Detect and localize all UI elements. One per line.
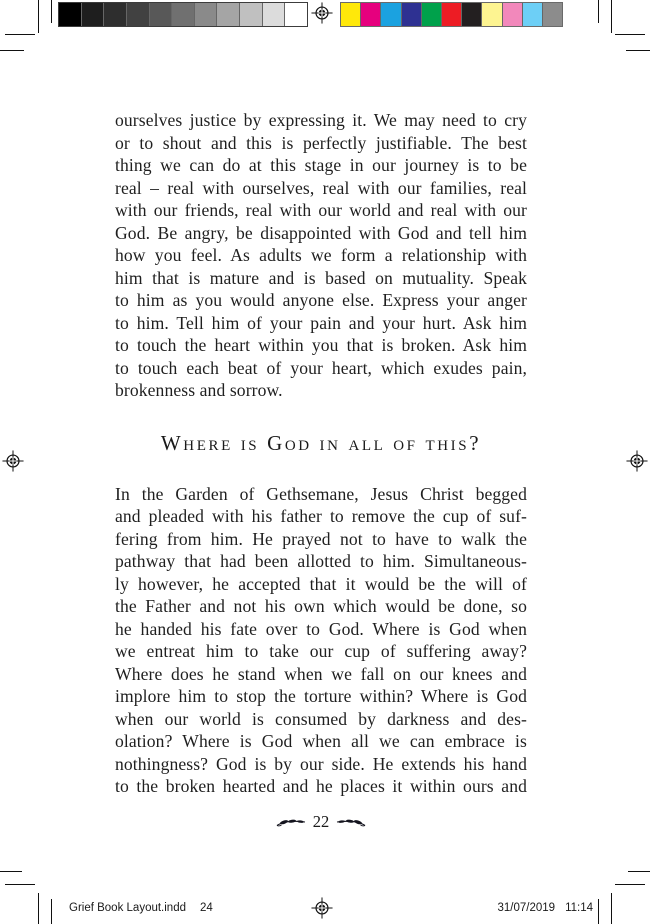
color-swatch [421,3,441,26]
crop-mark [51,0,52,23]
crop-mark [0,871,22,872]
book-page-content [115,103,527,798]
color-swatch [481,3,501,26]
color-swatch [380,3,400,26]
color-swatch [194,3,217,26]
color-swatch [126,3,149,26]
color-swatch [284,3,307,26]
crop-mark [611,893,612,924]
color-swatch [262,3,285,26]
crop-mark [0,50,24,51]
text-line: Where does he stand when we fall on our knees and [115,663,527,684]
text-line: thing we can do at this stage in our journey is to be [115,155,527,175]
text-line: brokenness and sorrow. [115,380,283,400]
slug-file-name: Grief Book Layout.indd [69,902,186,914]
text-line: implore him to stop the torture within? Where is God [115,686,527,706]
crop-mark [51,899,52,924]
registration-mark-left [2,450,24,472]
color-swatch [81,3,104,26]
color-swatch [441,3,461,26]
slug-date: 31/07/2019 [497,902,556,914]
registration-mark-top [311,2,333,24]
color-swatch [522,3,542,26]
text-line: nothingness? God is by our side. He extends his hand [115,753,527,774]
crop-mark [598,899,599,924]
color-swatch [502,3,522,26]
crop-mark [628,871,650,872]
color-swatch [341,3,360,26]
color-swatch [171,3,194,26]
crop-mark [611,0,612,33]
text-line: to touch the heart within you that is broken. Ask him [115,335,527,355]
color-swatch [149,3,172,26]
text-line: to touch each beat of your heart, which exudes pain, [115,357,527,378]
text-line: him that is mature and is based on mutuality. Speak [115,267,527,288]
color-swatch [360,3,380,26]
text-line: fering from him. He prayed not to have to walk the [115,528,527,549]
color-swatch [461,3,481,26]
crop-mark [615,34,645,35]
text-line: pathway that had been allotted to him. Simultaneous- [115,551,527,571]
text-line: ly however, he accepted that it would be the will of [115,573,527,594]
text-line: In the Garden of Gethsemane, Jesus Christ begged [115,483,527,504]
crop-mark [38,0,39,33]
color-swatch [401,3,421,26]
page-number-folio [115,812,527,832]
crop-mark [38,893,39,924]
paragraph-1 [115,103,527,402]
color-swatch [239,3,262,26]
slug-file-info [69,902,213,914]
text-line: we entreat him to take our cup of suffering away? [115,641,527,661]
text-line: real – real with ourselves, real with our families, real [115,177,527,198]
text-line: to the broken hearted and he places it within ours and [115,776,527,796]
color-swatch [103,3,126,26]
text-line: olation? Where is God when all we can embrace is [115,731,527,751]
crop-mark [626,50,650,51]
text-line: he handed his fate over to God. Where is God when [115,618,527,639]
crop-mark [598,0,599,23]
text-line: or to shout and this is perfectly justifiable. The best [115,132,527,153]
text-line: the Father and not his own which would be done, so [115,596,527,616]
slug-page-index: 24 [200,902,213,914]
page-number: 22 [312,812,330,831]
crop-mark [615,884,645,885]
color-swatch [216,3,239,26]
text-line: when our world is consumed by darkness and des- [115,708,527,729]
crop-mark [5,34,35,35]
color-swatch [59,3,81,26]
text-line: how you feel. As adults we form a relationship with [115,245,527,265]
slug-time: 11:14 [565,902,593,914]
text-line: God. Be angry, be disappointed with God and tell him [115,222,527,243]
grayscale-calibration-bar [58,2,308,27]
registration-mark-bottom [311,897,333,919]
text-line: ourselves justice by expressing it. We may need to cry [115,110,527,130]
registration-mark-right [626,450,648,472]
text-line: to him. Tell him of your pain and your hurt. Ask him [115,312,527,333]
fleuron-left-icon [276,817,306,828]
crop-mark [5,884,35,885]
text-line: and pleaded with his father to remove the cup of suf- [115,506,527,526]
text-line: to him as you would anyone else. Express your anger [115,290,527,310]
section-heading: Where is God in all of this? [160,430,482,455]
color-calibration-bar [340,2,563,27]
fleuron-right-icon [336,817,366,828]
slug-timestamp [498,902,594,914]
text-line: with our friends, real with our world and real with our [115,200,527,220]
paragraph-2 [115,477,527,798]
color-swatch [542,3,562,26]
